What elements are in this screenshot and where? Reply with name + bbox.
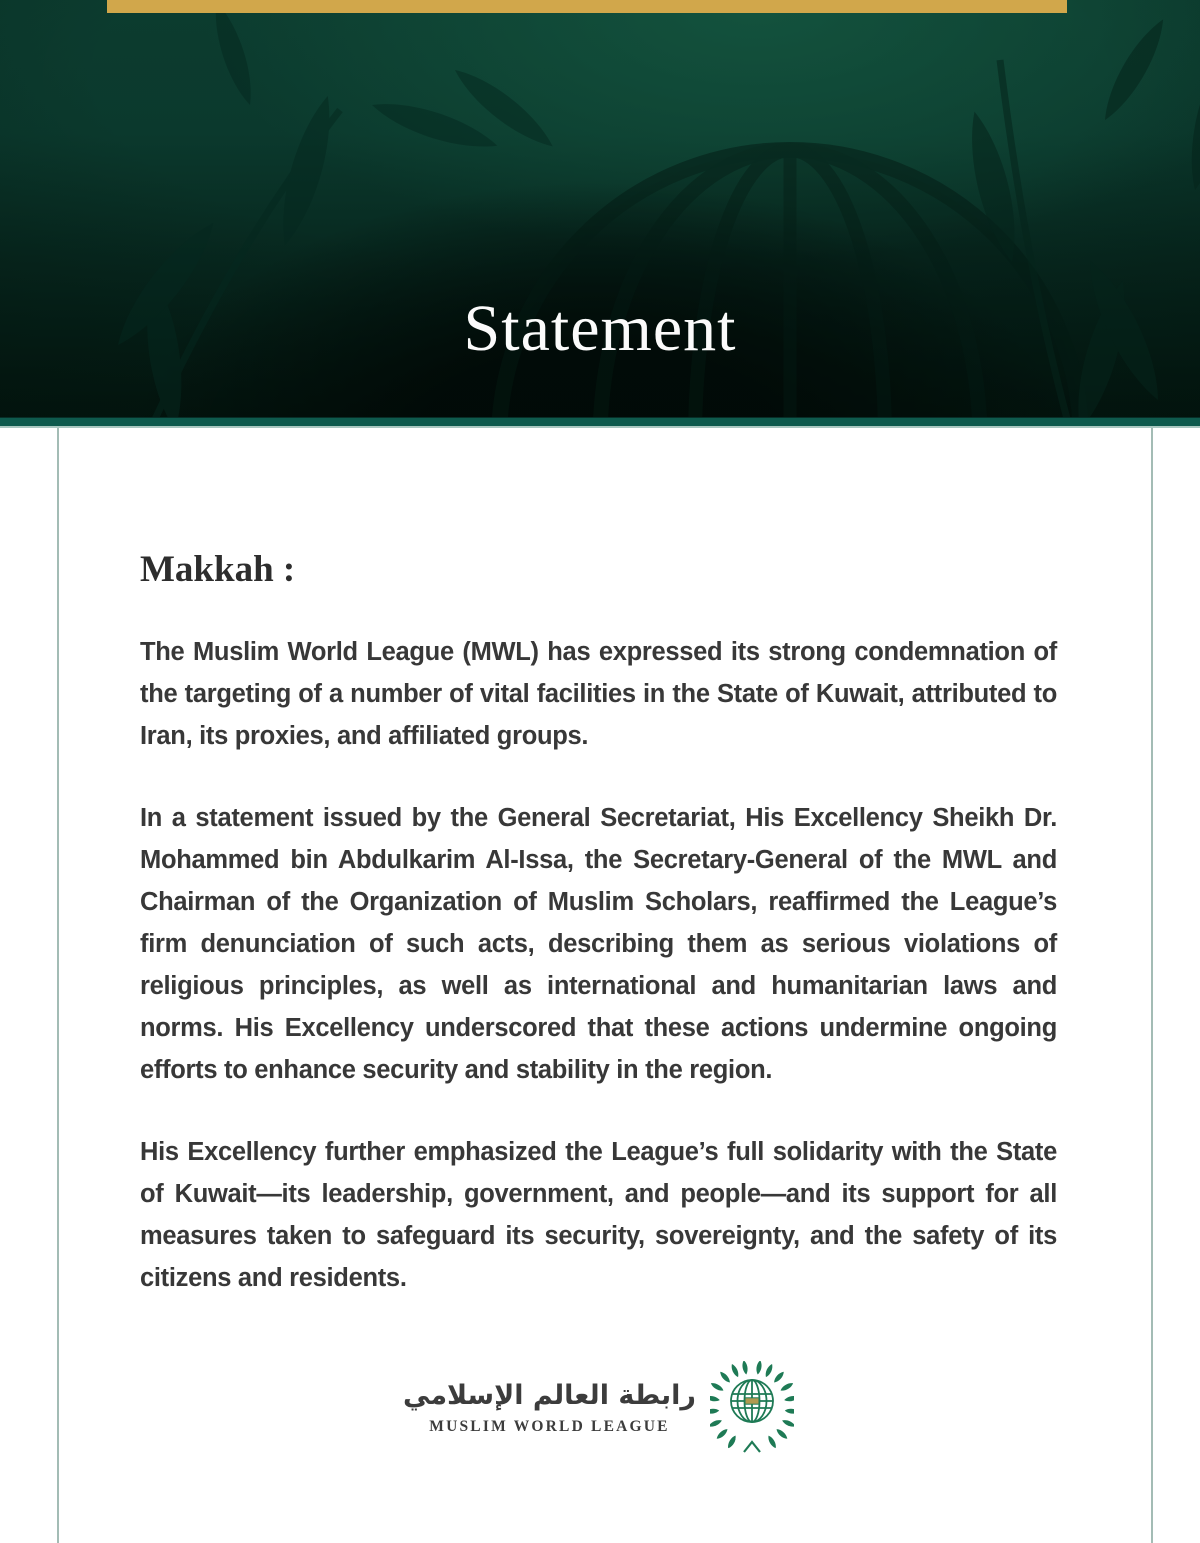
statement-body	[140, 428, 1057, 1455]
statement-banner	[0, 0, 1200, 417]
statement-page	[0, 428, 1200, 1543]
right-page-edge-line	[1151, 428, 1153, 1543]
mwl-logo-wordmark: MUSLIM WORLD LEAGUE	[429, 1417, 670, 1435]
gold-accent-bar	[107, 0, 1067, 13]
mwl-logo-arabic: رابطة العالم الإسلامي	[403, 1380, 696, 1412]
divider-bar	[0, 417, 1200, 428]
dateline-heading: Makkah :	[140, 549, 296, 590]
statement-paragraph: His Excellency further emphasized the League’s full solidarity with the State of Kuwait—its leadership, government, and people—and its support for all measures taken to safeguard its security, sovereignty, and the safety of its citizens and residents.	[140, 1138, 1057, 1292]
left-page-edge-line	[57, 428, 59, 1543]
page-title: Statement	[463, 292, 737, 365]
statement-paragraph: The Muslim World League (MWL) has expressed its strong condemnation of the targeting of a number of vital facilities in the State of Kuwait, attributed to Iran, its proxies, and affiliated groups.	[140, 638, 1057, 750]
mwl-logo-text	[403, 1380, 696, 1435]
statement-paragraph: In a statement issued by the General Secretariat, His Excellency Sheikh Dr. Mohammed bin Abdulkarim Al-Issa, the Secretary-General of the MWL and Chairman of the Organization of Muslim Scholars, reaffirmed the League’s firm denunciation of such acts, describing them as serious violations of religious principles, as well as international and humanitarian laws and norms. His Excellency underscored that these actions undermine ongoing efforts to enhance security and stability in the region.	[140, 804, 1057, 1084]
mwl-logo	[140, 1361, 1057, 1455]
laurel-wreath-globe-icon	[710, 1361, 794, 1455]
